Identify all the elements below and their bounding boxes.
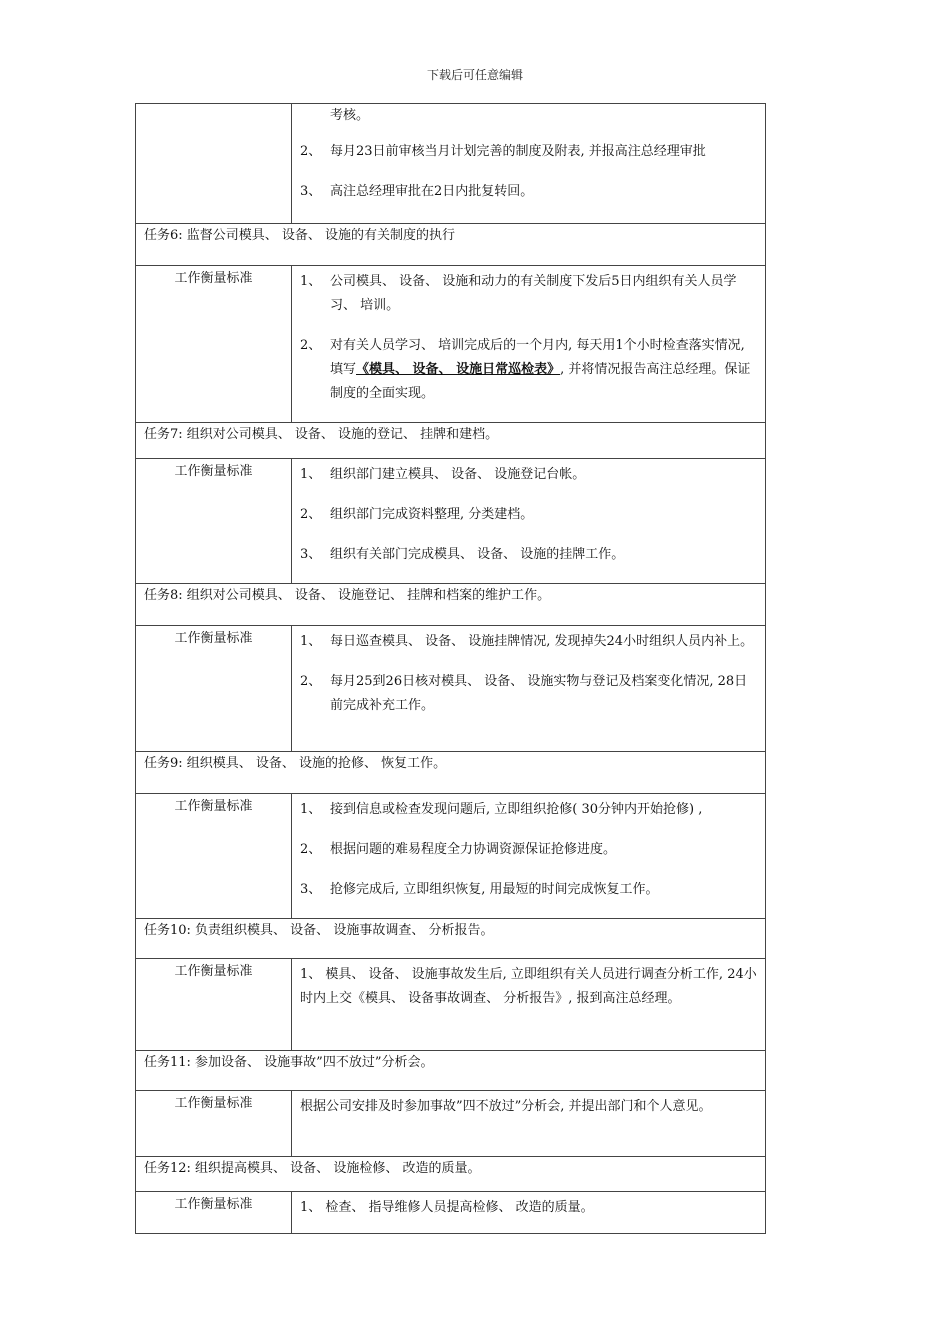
item-number: 1、 <box>300 802 322 817</box>
item-text: 每日巡查模具、 设备、 设施挂牌情况, 发现掉失24小时组织人员内补上。 <box>330 634 754 649</box>
criteria-label: 工作衡量标准 <box>136 459 292 584</box>
task-title-row <box>136 1051 766 1091</box>
list-item <box>300 878 757 902</box>
criteria-label: 工作衡量标准 <box>136 626 292 752</box>
task-title: 任务6: 监督公司模具、 设备、 设施的有关制度的执行 <box>136 224 766 266</box>
task-title-row <box>136 224 766 266</box>
task-title: 任务12: 组织提高模具、 设备、 设施检修、 改造的质量。 <box>136 1157 766 1192</box>
criteria-text: 根据公司安排及时参加事故”四不放过”分析会, 并提出部门和个人意见。 <box>300 1099 712 1114</box>
form-link[interactable]: 《模具、 设备、 设施日常巡检表》 <box>356 362 561 377</box>
content-cell <box>292 794 766 919</box>
task-title-row <box>136 919 766 959</box>
content-cell <box>292 959 766 1051</box>
list-item <box>300 180 757 204</box>
list-item <box>300 140 757 164</box>
content-cell <box>292 104 766 224</box>
item-text: 对有关人员学习、 培训完成后的一个月内, 每天用1个小时检查落实情况, 填写 <box>330 338 745 377</box>
table-row <box>136 1192 766 1234</box>
item-number: 2、 <box>300 338 322 353</box>
task-title-row <box>136 752 766 794</box>
content-cell <box>292 266 766 423</box>
criteria-label: 工作衡量标准 <box>136 794 292 919</box>
list-item <box>300 334 757 406</box>
table-row <box>136 266 766 423</box>
page-header: 下载后可任意编辑 <box>426 68 523 82</box>
list-item <box>300 670 757 718</box>
item-number: 2、 <box>300 674 322 689</box>
item-number: 1、 <box>300 467 322 482</box>
list-item <box>300 798 757 822</box>
list-item <box>300 543 757 567</box>
task-title: 任务10: 负责组织模具、 设备、 设施事故调查、 分析报告。 <box>136 919 766 959</box>
item-text: 考核。 <box>330 108 370 123</box>
item-text: 根据问题的难易程度全力协调资源保证抢修进度。 <box>330 842 617 857</box>
item-number: 2、 <box>300 144 322 159</box>
criteria-text: 1、 模具、 设备、 设施事故发生后, 立即组织有关人员进行调查分析工作, 24小时内上交《模具、 设备事故调查、 分析报告》, 报到高注总经理。 <box>300 967 757 1006</box>
content-cell <box>292 1091 766 1157</box>
list-item <box>300 463 757 487</box>
task-title: 任务7: 组织对公司模具、 设备、 设施的登记、 挂牌和建档。 <box>136 423 766 459</box>
list-item <box>300 630 757 654</box>
content-cell <box>292 1192 766 1234</box>
task-title-row <box>136 584 766 626</box>
item-number: 3、 <box>300 882 322 897</box>
task-title: 任务11: 参加设备、 设施事故”四不放过”分析会。 <box>136 1051 766 1091</box>
item-text: 每月25到26日核对模具、 设备、 设施实物与登记及档案变化情况, 28日前完成补充工作。 <box>330 674 748 713</box>
item-text: 公司模具、 设备、 设施和动力的有关制度下发后5日内组织有关人员学习、 培训。 <box>330 274 737 313</box>
task-title-row <box>136 1157 766 1192</box>
item-text: 组织有关部门完成模具、 设备、 设施的挂牌工作。 <box>330 547 625 562</box>
list-item <box>300 104 757 128</box>
table-row <box>136 104 766 224</box>
list-item <box>300 838 757 862</box>
item-text: 高注总经理审批在2日内批复转回。 <box>330 184 534 199</box>
criteria-label: 工作衡量标准 <box>136 1091 292 1157</box>
item-text: 组织部门建立模具、 设备、 设施登记台帐。 <box>330 467 586 482</box>
task-title: 任务8: 组织对公司模具、 设备、 设施登记、 挂牌和档案的维护工作。 <box>136 584 766 626</box>
list-item <box>300 503 757 527</box>
content-cell <box>292 459 766 584</box>
item-text: , 并将情况报告高注总经理。保证制度的全面实现。 <box>330 362 751 401</box>
table-row <box>136 959 766 1051</box>
criteria-label: 工作衡量标准 <box>136 266 292 423</box>
table-row <box>136 794 766 919</box>
item-text: 接到信息或检查发现问题后, 立即组织抢修( 30分钟内开始抢修) , <box>330 802 703 817</box>
table-row <box>136 459 766 584</box>
item-text: 组织部门完成资料整理, 分类建档。 <box>330 507 534 522</box>
table-row <box>136 1091 766 1157</box>
item-number: 3、 <box>300 184 322 199</box>
criteria-label: 工作衡量标准 <box>136 959 292 1051</box>
criteria-text: 1、 检查、 指导维修人员提高检修、 改造的质量。 <box>300 1200 594 1215</box>
item-number: 2、 <box>300 842 322 857</box>
content-cell <box>292 626 766 752</box>
list-item <box>300 270 757 318</box>
item-number: 1、 <box>300 274 322 289</box>
task-title: 任务9: 组织模具、 设备、 设施的抢修、 恢复工作。 <box>136 752 766 794</box>
item-number: 3、 <box>300 547 322 562</box>
criteria-label: 工作衡量标准 <box>136 1192 292 1234</box>
table-row <box>136 626 766 752</box>
label-cell-empty <box>136 104 292 224</box>
item-text: 每月23日前审核当月计划完善的制度及附表, 并报高注总经理审批 <box>330 144 706 159</box>
item-text: 抢修完成后, 立即组织恢复, 用最短的时间完成恢复工作。 <box>330 882 659 897</box>
task-title-row <box>136 423 766 459</box>
item-number: 1、 <box>300 634 322 649</box>
task-table <box>135 103 766 1234</box>
item-number: 2、 <box>300 507 322 522</box>
